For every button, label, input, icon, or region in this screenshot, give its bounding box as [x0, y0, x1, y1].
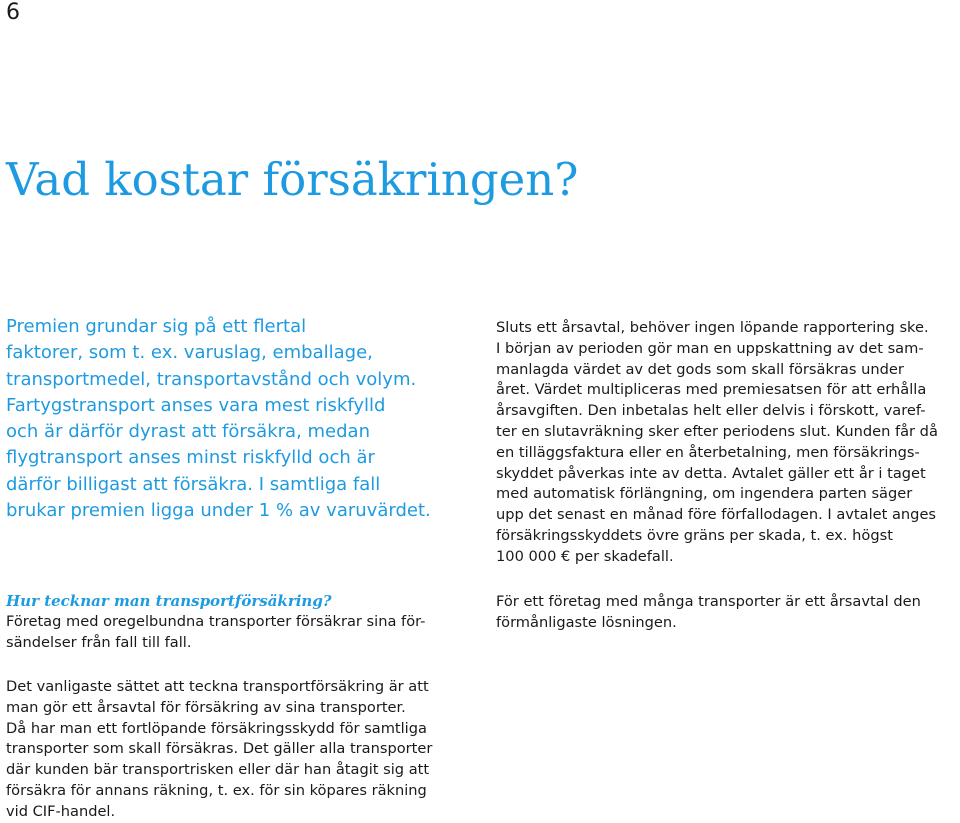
text-line: sändelser från fall till fall.: [6, 633, 192, 651]
intro-line: transportmedel, transportavstånd och volym.: [6, 368, 417, 390]
section-heading: Hur tecknar man transportförsäkring?: [6, 592, 332, 610]
text-line: vid CIF-handel.: [6, 802, 116, 820]
text-line: Då har man ett fortlöpande försäkringsskydd för samtliga: [6, 719, 427, 737]
paragraph-recommendation: [496, 592, 956, 634]
text-line: transporter som skall försäkras. Det gäller alla transporter: [6, 740, 433, 758]
intro-paragraph: [6, 314, 476, 524]
intro-line: Fartygstransport anses vara mest riskfylld: [6, 394, 386, 416]
intro-line: Premien grundar sig på ett flertal: [6, 316, 307, 337]
text-line: året. Värdet multipliceras med premiesatsen för att erhålla: [496, 381, 927, 399]
text-line: Sluts ett årsavtal, behöver ingen löpande rapportering ske.: [496, 319, 929, 336]
text-line: Företag med oregelbundna transporter försäkrar sina för-: [6, 613, 426, 630]
intro-line: flygtransport anses minst riskfylld och är: [6, 447, 375, 469]
text-line: ter en slutavräkning sker efter periodens slut. Kunden får då: [496, 422, 938, 440]
text-line: försäkra för annans räkning, t. ex. för sin köpares räkning: [6, 781, 427, 799]
text-line: Det vanligaste sättet att teckna transportförsäkring är att: [6, 678, 429, 695]
page-title: Vad kostar försäkringen?: [6, 153, 579, 206]
page-number: 6: [6, 0, 20, 25]
text-line: skyddet påverkas inte av detta. Avtalet gäller ett år i taget: [496, 464, 926, 482]
text-line: med automatisk förlängning, om ingendera parten säger: [496, 485, 913, 503]
text-line: För ett företag med många transporter är ett årsavtal den: [496, 593, 921, 610]
text-line: förmånligaste lösningen.: [496, 613, 677, 631]
text-line: I början av perioden gör man en uppskattning av det sam-: [496, 339, 924, 357]
intro-line: brukar premien ligga under 1 % av varuvärdet.: [6, 500, 431, 522]
text-line: upp det senast en månad före förfallodagen. I avtalet anges: [496, 506, 937, 524]
paragraph-annual-agreement: [6, 677, 476, 823]
intro-line: därför billigast att försäkra. I samtliga fall: [6, 473, 381, 495]
paragraph-reporting: [496, 318, 956, 568]
text-line: man gör ett årsavtal för försäkring av sina transporter.: [6, 698, 406, 716]
text-line: där kunden bär transportrisken eller där han åtagit sig att: [6, 761, 430, 779]
text-line: manlagda värdet av det gods som skall försäkras under: [496, 360, 904, 378]
paragraph-irregular-transports: [6, 612, 476, 654]
text-line: en tilläggsfaktura eller en återbetalning, men försäkrings-: [496, 443, 920, 461]
text-line: 100 000 € per skadefall.: [496, 547, 674, 565]
intro-line: och är därför dyrast att försäkra, medan: [6, 421, 370, 443]
text-line: försäkringsskyddets övre gräns per skada, t. ex. högst: [496, 526, 893, 544]
intro-line: faktorer, som t. ex. varuslag, emballage,: [6, 342, 373, 364]
text-line: årsavgiften. Den inbetalas helt eller delvis i förskott, varef-: [496, 402, 926, 420]
